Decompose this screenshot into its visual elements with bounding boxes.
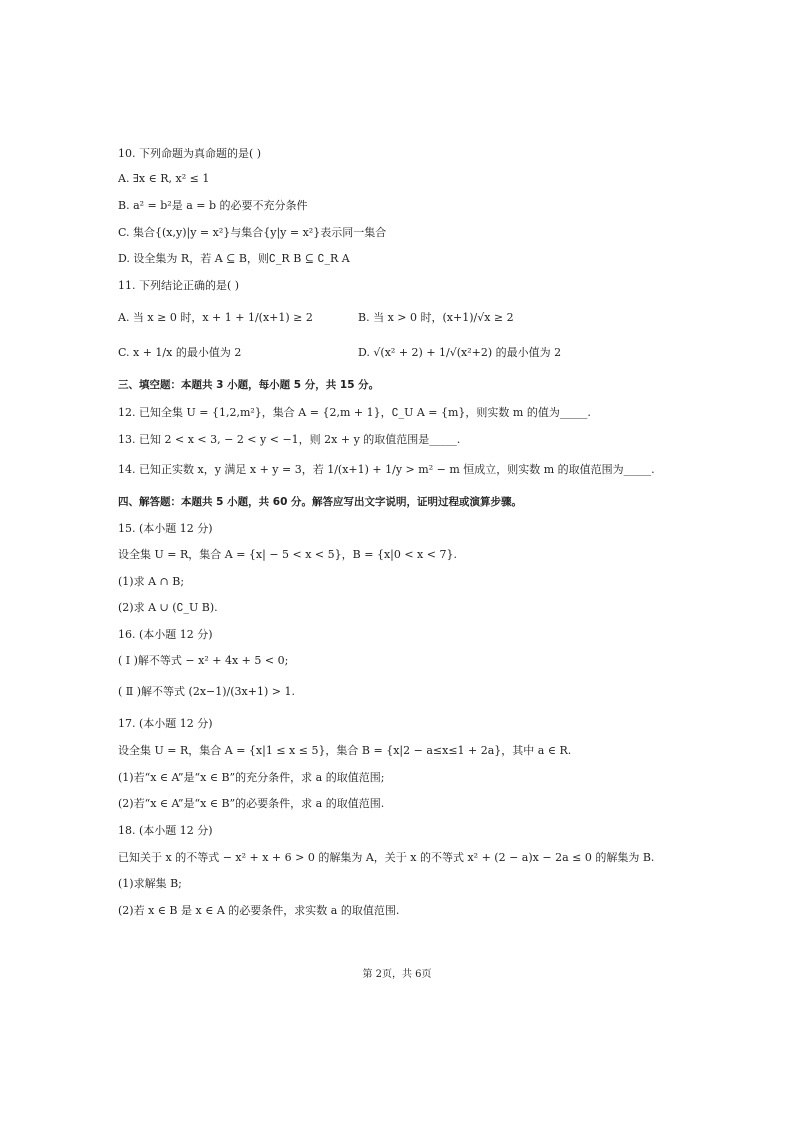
q17-part1: (1)若“x ∈ A”是“x ∈ B”的充分条件，求 a 的取值范围; bbox=[118, 771, 385, 784]
q11-option-b: B. 当 x > 0 时，(x+1)/√x ≥ 2 bbox=[358, 311, 514, 324]
q17-part2: (2)若“x ∈ A”是“x ∈ B”的必要条件，求 a 的取值范围. bbox=[118, 797, 385, 810]
section4-heading: 四、解答题：本题共 5 小题，共 60 分。解答应写出文字说明，证明过程或演算步骤。 bbox=[118, 496, 523, 508]
q15-part2: (2)求 A ∪ (∁_U B). bbox=[118, 601, 218, 614]
q17-head: 17. (本小题 12 分) bbox=[118, 717, 213, 730]
q15-text: 设全集 U = R，集合 A = {x| − 5 < x < 5}，B = {x|0 < x < 7}. bbox=[118, 548, 457, 561]
q18-head: 18. (本小题 12 分) bbox=[118, 824, 213, 837]
q10-option-d: D. 设全集为 R，若 A ⊆ B，则∁_R B ⊆ ∁_R A bbox=[118, 252, 350, 265]
q11-option-c: C. x + 1/x 的最小值为 2 bbox=[118, 346, 242, 359]
q12: 12. 已知全集 U = {1,2,m²}，集合 A = {2,m + 1}，∁_U A = {m}，则实数 m 的值为_____. bbox=[118, 406, 591, 419]
q18-text: 已知关于 x 的不等式 − x² + x + 6 > 0 的解集为 A，关于 x 的不等式 x² + (2 − a)x − 2a ≤ 0 的解集为 B. bbox=[118, 851, 655, 864]
q11-stem: 11. 下列结论正确的是( ) bbox=[118, 279, 240, 292]
q10-option-c: C. 集合{(x,y)|y = x²}与集合{y|y = x²}表示同一集合 bbox=[118, 226, 387, 239]
q15-part1: (1)求 A ∩ B; bbox=[118, 575, 185, 588]
q10-option-a: A. ∃x ∈ R, x² ≤ 1 bbox=[118, 172, 210, 185]
q11-option-d: D. √(x² + 2) + 1/√(x²+2) 的最小值为 2 bbox=[358, 346, 562, 359]
q14: 14. 已知正实数 x，y 满足 x + y = 3，若 1/(x+1) + 1/y > m² − m 恒成立，则实数 m 的取值范围为_____. bbox=[118, 463, 655, 476]
q11-option-a: A. 当 x ≥ 0 时，x + 1 + 1/(x+1) ≥ 2 bbox=[118, 311, 313, 324]
q16-head: 16. (本小题 12 分) bbox=[118, 628, 213, 641]
q16-part2: ( Ⅱ )解不等式 (2x−1)/(3x+1) > 1. bbox=[118, 685, 295, 698]
q10-stem: 10. 下列命题为真命题的是( ) bbox=[118, 147, 262, 160]
q15-head: 15. (本小题 12 分) bbox=[118, 522, 213, 535]
q13: 13. 已知 2 < x < 3, − 2 < y < −1，则 2x + y 的取值范围是_____. bbox=[118, 433, 461, 446]
q17-text: 设全集 U = R，集合 A = {x|1 ≤ x ≤ 5}，集合 B = {x|2 − a≤x≤1 + 2a}，其中 a ∈ R. bbox=[118, 744, 572, 757]
q18-part1: (1)求解集 B; bbox=[118, 877, 182, 890]
section3-heading: 三、填空题：本题共 3 小题，每小题 5 分，共 15 分。 bbox=[118, 379, 380, 391]
q16-part1: ( Ⅰ )解不等式 − x² + 4x + 5 < 0; bbox=[118, 654, 289, 667]
q18-part2: (2)若 x ∈ B 是 x ∈ A 的必要条件，求实数 a 的取值范围. bbox=[118, 904, 400, 917]
q10-option-b: B. a² = b²是 a = b 的必要不充分条件 bbox=[118, 199, 308, 212]
page-footer: 第 2页，共 6页 bbox=[362, 969, 432, 980]
